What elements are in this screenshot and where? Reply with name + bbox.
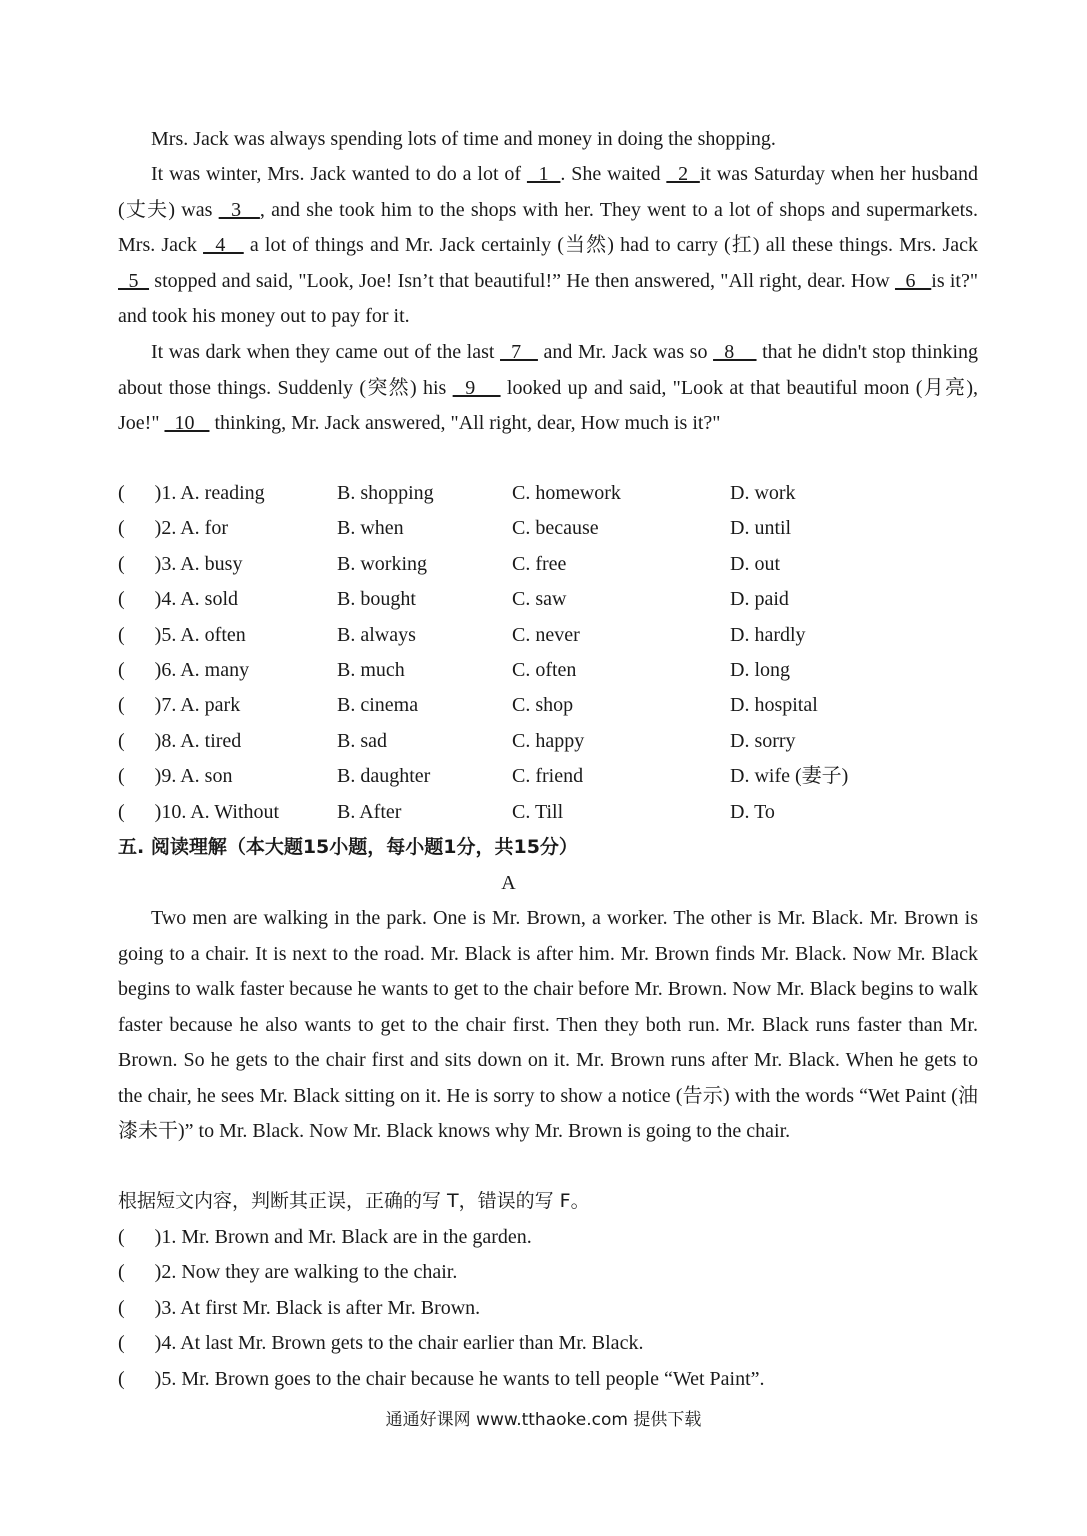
reading-passage: Two men are walking in the park. One is Mr. Brown, a worker. The other is Mr. Black. Mr. Brown is going to a chair. It is next to the road. Mr. Black is after him. Mr. Brown finds Mr. Black. Now Mr. Black begins to walk faster because he wants to get to the chair before Mr. Brown. Now Mr. Black begins to walk faster because he also wants to get to the chair first. Then they both run. Mr. Black runs faster than Mr. Brown. So he gets to the chair first and sits down on it. Mr. Brown runs after Mr. Black. When he gets to the chair, he sees Mr. Black sitting on it. He is sorry to show a notice (告示) with the words “Wet Paint (油漆未干)” to Mr. Black. Now Mr. Black knows why Mr. Brown is going to the chair.: [118, 907, 978, 1142]
option-a[interactable]: ( )9. A. son: [118, 765, 233, 788]
cloze-paragraph-3: [118, 335, 978, 442]
blank-3[interactable]: 3: [218, 198, 260, 221]
option-d[interactable]: D. until: [730, 517, 792, 540]
statement-item[interactable]: ( )2. Now they are walking to the chair.: [118, 1261, 458, 1284]
option-c[interactable]: C. free: [512, 552, 567, 575]
option-d[interactable]: D. long: [730, 658, 790, 681]
option-d[interactable]: D. wife (妻子): [730, 765, 849, 788]
blank-7[interactable]: 7: [500, 341, 538, 363]
option-b[interactable]: B. daughter: [337, 765, 431, 788]
option-d[interactable]: D. work: [730, 482, 796, 504]
option-c[interactable]: C. because: [512, 517, 599, 540]
cloze-options: [118, 476, 978, 830]
option-d[interactable]: D. paid: [730, 588, 789, 611]
option-b[interactable]: B. sad: [337, 729, 387, 752]
part-label: A: [501, 872, 516, 894]
blank-4[interactable]: 4: [203, 234, 244, 256]
option-row: [118, 724, 978, 759]
cloze-text: . She waited: [560, 163, 667, 185]
option-row: [118, 688, 978, 723]
cloze-text: is it?" and took his money out to pay for it.: [118, 269, 979, 327]
option-a[interactable]: ( )8. A. tired: [118, 729, 242, 752]
cloze-text: looked up and said, "Look at that beautiful moon (月亮), Joe!": [118, 376, 979, 434]
option-a[interactable]: ( )6. A. many: [118, 658, 250, 681]
option-a[interactable]: ( )4. A. sold: [118, 588, 238, 611]
option-row: [118, 547, 978, 582]
option-row: [118, 759, 978, 794]
option-c[interactable]: C. shop: [512, 694, 574, 717]
blank-10[interactable]: 10: [164, 412, 210, 434]
option-b[interactable]: B. working: [337, 552, 427, 575]
option-a[interactable]: ( )7. A. park: [118, 694, 241, 717]
cloze-paragraph-2: [118, 157, 978, 335]
blank-2[interactable]: 2: [666, 163, 700, 185]
option-d[interactable]: D. To: [730, 800, 775, 823]
option-a[interactable]: ( )5. A. often: [118, 623, 246, 646]
option-c[interactable]: C. homework: [512, 482, 621, 504]
option-row: [118, 476, 978, 511]
option-c[interactable]: C. often: [512, 658, 577, 681]
option-d[interactable]: D. hospital: [730, 694, 818, 717]
option-b[interactable]: B. bought: [337, 588, 416, 611]
option-b[interactable]: B. much: [337, 658, 405, 681]
blank-6[interactable]: 6: [894, 269, 932, 292]
cloze-text: stopped and said, "Look, Joe! Isn’t that beautiful!” He then answered, "All right, dear. How: [149, 269, 895, 292]
blank-9[interactable]: 9: [452, 376, 501, 399]
option-row: [118, 582, 978, 617]
cloze-text: it was Saturday when her husband (丈夫) was: [118, 163, 979, 221]
option-d[interactable]: D. hardly: [730, 623, 806, 646]
statement-item[interactable]: ( )5. Mr. Brown goes to the chair because he wants to tell people “Wet Paint”.: [118, 1367, 765, 1390]
cloze-text: that he didn't stop thinking about those things. Suddenly (突然) his: [118, 341, 979, 399]
option-c[interactable]: C. friend: [512, 765, 584, 788]
footer: 通通好课网 www.tthaoke.com 提供下载: [385, 1410, 702, 1430]
cloze-text: thinking, Mr. Jack answered, "All right, dear, How much is it?": [209, 412, 721, 434]
option-b[interactable]: B. when: [337, 517, 404, 540]
cloze-paragraph-1: [118, 122, 978, 158]
cloze-text: and Mr. Jack was so: [537, 341, 714, 363]
blank-8[interactable]: 8: [713, 341, 757, 363]
option-c[interactable]: C. never: [512, 623, 580, 646]
cloze-text: Mrs. Jack was always spending lots of time and money in doing the shopping.: [151, 128, 776, 150]
option-row: [118, 653, 978, 688]
option-a[interactable]: ( )1. A. reading: [118, 482, 265, 504]
statement-item[interactable]: ( )4. At last Mr. Brown gets to the chair earlier than Mr. Black.: [118, 1332, 644, 1355]
option-row: [118, 511, 978, 546]
option-d[interactable]: D. out: [730, 552, 780, 575]
option-c[interactable]: C. happy: [512, 729, 585, 752]
true-false-list: [118, 1220, 978, 1397]
option-a[interactable]: ( )2. A. for: [118, 517, 228, 540]
statement-item[interactable]: ( )1. Mr. Brown and Mr. Black are in the garden.: [118, 1226, 532, 1248]
option-b[interactable]: B. cinema: [337, 694, 419, 717]
option-d[interactable]: D. sorry: [730, 729, 796, 752]
option-a[interactable]: ( )10. A. Without: [118, 800, 280, 823]
option-b[interactable]: B. shopping: [337, 482, 434, 504]
option-c[interactable]: C. saw: [512, 588, 567, 611]
option-a[interactable]: ( )3. A. busy: [118, 552, 243, 575]
cloze-text: , and she took him to the shops with her. They went to a lot of shops and supermarkets. Mrs. Jack: [118, 198, 978, 256]
option-c[interactable]: C. Till: [512, 800, 564, 823]
blank-1[interactable]: 1: [526, 163, 561, 185]
option-row: [118, 618, 978, 653]
statement-item[interactable]: ( )3. At first Mr. Black is after Mr. Brown.: [118, 1296, 481, 1319]
instruction: 根据短文内容，判断其正误，正确的写 T，错误的写 F。: [118, 1190, 590, 1212]
option-b[interactable]: B. After: [337, 800, 402, 823]
blank-5[interactable]: 5: [118, 269, 150, 292]
section-heading: 五. 阅读理解（本大题15小题，每小题1分，共15分）: [118, 836, 578, 858]
cloze-text: It was winter, Mrs. Jack wanted to do a lot of: [151, 163, 527, 185]
cloze-text: It was dark when they came out of the last: [151, 341, 501, 363]
option-row: [118, 795, 978, 830]
option-b[interactable]: B. always: [337, 623, 416, 646]
cloze-text: a lot of things and Mr. Jack certainly (当然) had to carry (扛) all these things. Mrs. Jack: [243, 234, 979, 256]
